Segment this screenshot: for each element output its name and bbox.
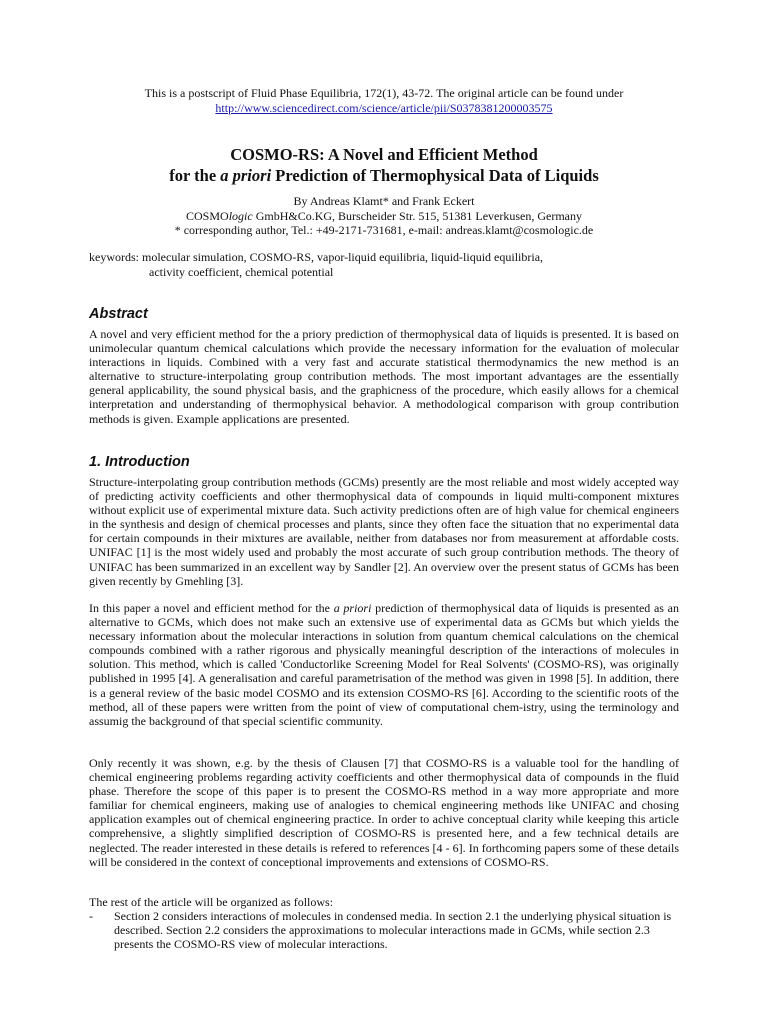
keywords-line-2: activity coefficient, chemical potential (149, 264, 334, 279)
abstract-heading: Abstract (89, 306, 148, 322)
author-affiliation: COSMOlogic GmbH&Co.KG, Burscheider Str. 515, 51381 Leverkusen, Germany (186, 208, 582, 223)
author-block (0, 194, 768, 238)
intro-paragraph-3: Only recently it was shown, e.g. by the thesis of Clausen [7] that COSMO-RS is a valuable tool for the handling of chemical engineering problems regarding activity coefficients and other thermophysical data of compounds in the fluid phase. Therefore the scope of this paper is to present the COSMO-RS method in a way more appropriate and more familiar for chemical engineers, making use of analogies to chemical engineering methods like UNIFAC and chosing application examples out of chemical engineering practice. In order to achive conceptual clarity while keeping this article comprehensive, a slightly simplified description of COSMO-RS is presented here, and a few technical details are neglected. The reader interested in these details is refered to references [4 - 6]. In forthcoming papers some of these details will be considered in the context of conceptional improvements and extensions of COSMO-RS. (89, 756, 679, 869)
title-line-2: for the a priori Prediction of Thermophysical Data of Liquids (169, 166, 599, 185)
abstract-text: A novel and very efficient method for the a priory prediction of thermophysical data of liquids is presented. It is based on unimolecular quantum chemical calculations which provide the necessary information for the evaluation of molecular interactions in liquids. Combined with a very fast and accurate statistical thermodynamics the new method is an alternative to structure-interpolating group contribution methods. The most important advantages are the essentially general applicability, the sound physical basis, and the graphicness of the procedure, which easily allows for a chemical interpretation and understanding of thermophysical behavior. A methodological comparison with group contribution methods is given. Example applications are presented. (89, 327, 679, 426)
corresponding-author: * corresponding author, Tel.: +49-2171-731681, e-mail: andreas.klamt@cosmologic.de (174, 223, 594, 237)
title-line-1: COSMO-RS: A Novel and Efficient Method (230, 145, 538, 164)
intro-paragraph-1: Structure-interpolating group contribution methods (GCMs) presently are the most reliable and most widely accepted way of predicting activity coefficients and other thermophysical data of compounds in liquid multi-component mixtures without explicit use of experimental mixture data. Such activity predictions often are of high value for chemical engineers in the synthesis and design of chemical processes and plants, since they often face the situation that no experimental data for certain compounds in their mixtures are available, neither from databases nor from measurement at affordable costs. UNIFAC [1] is the most widely used and probably the most accurate of such group contribution methods. The theory of UNIFAC has been summarized in an excellent way by Sandler [2]. An overview over the present status of GCMs has been given recently by Gmehling [3]. (89, 475, 679, 588)
intro-paragraph-2: In this paper a novel and efficient method for the a priori prediction of thermophysical data of liquids is presented as an alternative to GCMs, which does not make such an extensive use of experimental data as GCMs but which yields the necessary information about the molecular interactions in solution from quantum chemical calculations on the chemical compounds combined with a rather rigorous and physically meaningful description of the interactions of molecules in solution. This method, which is called 'Conductorlike Screening Model for Real Solvents' (COSMO-RS), was originally published in 1995 [4]. A generalisation and careful parametrisation of the method was given in 1998 [5]. In addition, there is a general review of the basic model COSMO and its extension COSMO-RS [6]. According to the scientific roots of the method, all of these papers were written from the point of view of computational chem-istry, using the terminology and assumig the background of that special scientific community. (89, 601, 680, 728)
intro-paragraph-4: The rest of the article will be organized as follows: (89, 895, 334, 909)
introduction-heading: 1. Introduction (89, 454, 190, 470)
keywords (89, 250, 543, 279)
postscript-note (0, 86, 768, 116)
author-byline: By Andreas Klamt* and Frank Eckert (293, 194, 475, 208)
list-bullet-dash: - (89, 909, 93, 923)
paper-title (0, 144, 768, 186)
list-item-text: Section 2 considers interactions of molecules in condensed media. In section 2.1 the underlying physical situation is described. Section 2.2 considers the approximations to molecular interactions made in GCMs, while section 2.3 presents the COSMO-RS view of molecular interactions. (114, 909, 672, 952)
postscript-note-text: This is a postscript of Fluid Phase Equilibria, 172(1), 43-72. The original article can be found under (144, 86, 624, 100)
keywords-line-1: keywords: molecular simulation, COSMO-RS, vapor-liquid equilibria, liquid-liquid equilibria, (89, 250, 544, 264)
article-link[interactable]: http://www.sciencedirect.com/science/article/pii/S0378381200003575 (215, 101, 553, 115)
list-item (89, 909, 679, 951)
